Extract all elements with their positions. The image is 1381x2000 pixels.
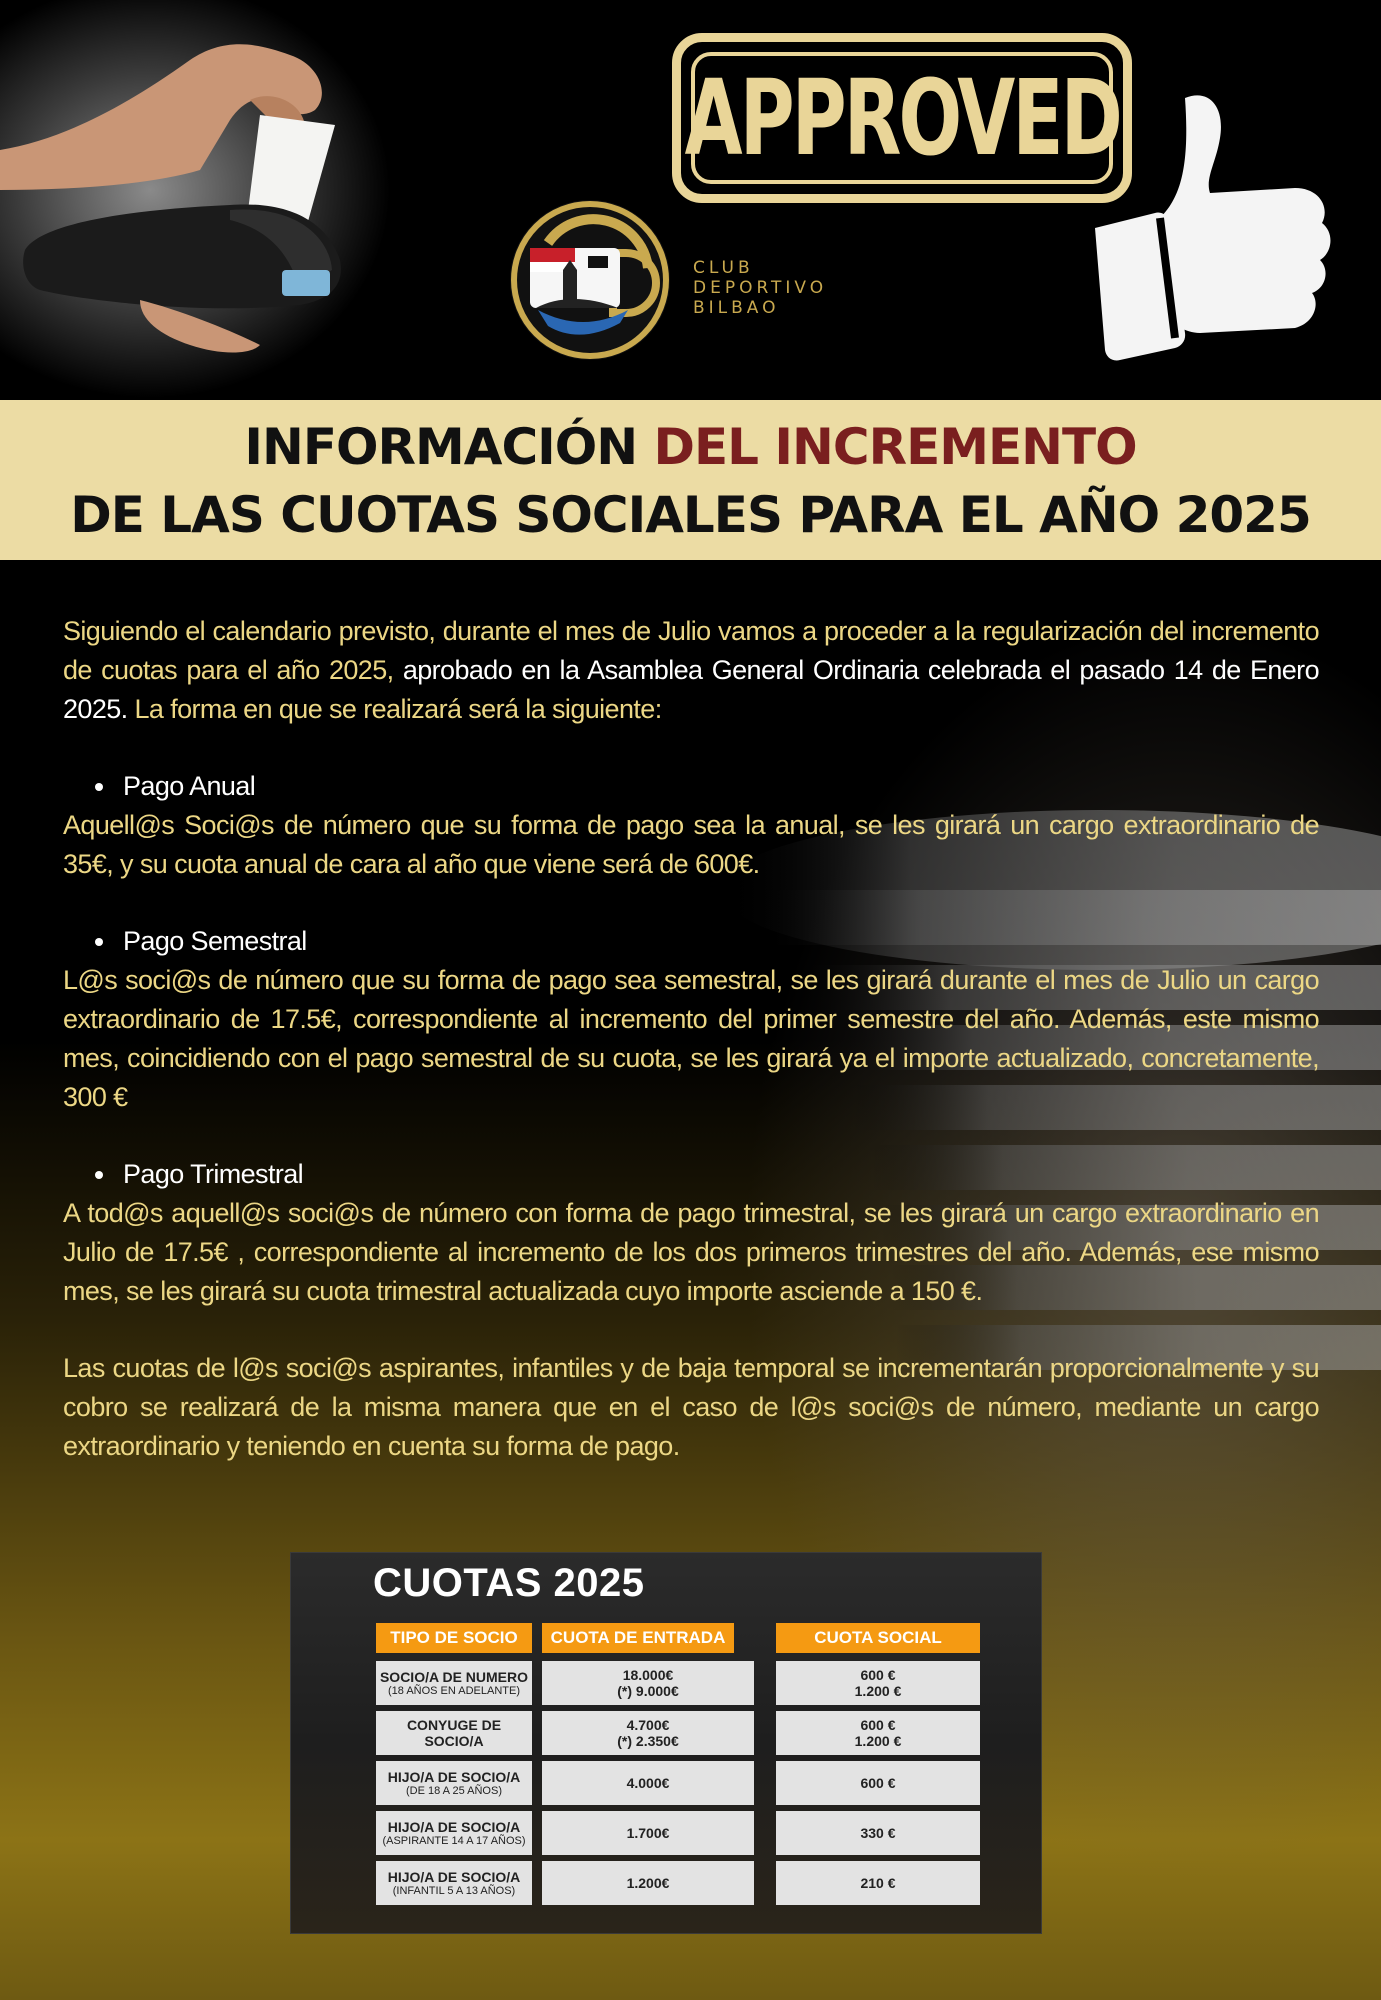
- table-cell-entrada: [542, 1811, 754, 1855]
- table-cell-tipo: [376, 1711, 532, 1755]
- club-name-line: CLUB: [693, 258, 754, 278]
- table-cell-social: [776, 1761, 980, 1805]
- cell-text: 330 €: [860, 1825, 896, 1841]
- section-heading-semestral: [63, 922, 1319, 961]
- intro-paragraph: [63, 612, 1319, 729]
- cell-text: CONYUGE DE SOCIO/A: [406, 1717, 502, 1749]
- intro-text: La forma en que se realizará será la siguiente:: [127, 694, 662, 724]
- cell-text: 4.700€: [626, 1717, 670, 1733]
- table-cell-social: [776, 1811, 980, 1855]
- table-cell-tipo: [376, 1811, 532, 1855]
- cell-text: (*) 9.000€: [617, 1683, 679, 1699]
- approved-stamp: [672, 33, 1132, 203]
- cell-text: 600 €: [860, 1717, 896, 1733]
- title-part: INFORMACIÓN: [244, 418, 654, 476]
- table-cell-tipo: [376, 1861, 532, 1905]
- section-heading-text: Pago Semestral: [123, 926, 307, 956]
- cell-text: HIJO/A DE SOCIO/A: [387, 1818, 521, 1835]
- table-header-tipo: TIPO DE SOCIO: [376, 1623, 532, 1653]
- table-cell-entrada: [542, 1711, 754, 1755]
- table-header-entrada: CUOTA DE ENTRADA: [542, 1623, 734, 1653]
- cell-text: 1.700€: [626, 1825, 670, 1841]
- main-content: [63, 612, 1319, 1466]
- club-logo: [508, 198, 672, 362]
- club-name-line: DEPORTIVO: [693, 278, 828, 298]
- table-cell-entrada: [542, 1761, 754, 1805]
- approved-stamp-text: APPROVED: [684, 57, 1120, 179]
- cell-text: HIJO/A DE SOCIO/A: [387, 1868, 521, 1885]
- cell-text: 600 €: [860, 1667, 896, 1683]
- cell-text: 1.200 €: [854, 1733, 902, 1749]
- cell-subtext: (INFANTIL 5 A 13 AÑOS): [392, 1884, 516, 1897]
- card-terminal-image: [0, 0, 360, 360]
- section-heading-anual: [63, 767, 1319, 806]
- cell-text: 18.000€: [622, 1667, 674, 1683]
- table-cell-entrada: [542, 1661, 754, 1705]
- page-title-line-1: [0, 418, 1381, 476]
- intro-text-highlight: aprobado en la Asamblea General Ordinaria celebrada el pasado 14 de Enero 2025.: [63, 655, 1319, 724]
- hero-header: [0, 0, 1381, 400]
- thumbs-up-icon: [1090, 88, 1335, 363]
- intro-text: Siguiendo el calendario previsto, durante el mes de Julio vamos a proceder a la regularización del incremento de cuotas para el año 2025,: [63, 616, 1319, 685]
- table-cell-tipo: [376, 1761, 532, 1805]
- closing-paragraph: Las cuotas de l@s soci@s aspirantes, infantiles y de baja temporal se incrementarán proporcionalmente y su cobro se realizará de la misma manera que en el caso de l@s soci@s de número, mediante un cargo extraordinario y teniendo en cuenta su forma de pago.: [63, 1353, 1319, 1461]
- cell-text: 1.200 €: [854, 1683, 902, 1699]
- cell-text: 1.200€: [626, 1875, 670, 1891]
- cell-text: HIJO/A DE SOCIO/A: [387, 1768, 521, 1785]
- page-title-line-2: DE LAS CUOTAS SOCIALES PARA EL AÑO 2025: [70, 486, 1311, 544]
- title-accent: DEL INCREMENTO: [653, 418, 1137, 476]
- cell-text: 210 €: [860, 1875, 896, 1891]
- table-cell-entrada: [542, 1861, 754, 1905]
- table-cell-social: [776, 1711, 980, 1755]
- section-text-trimestral: A tod@s aquell@s soci@s de número con forma de pago trimestral, se les girará un cargo extraordinario en Julio de 17.5€ , correspondiente al incremento de los dos primeros trimestres del año. Además, ese mismo mes, se les girará su cuota trimestral actualizada cuyo importe asciende a 150 €.: [63, 1198, 1319, 1306]
- section-heading-trimestral: [63, 1155, 1319, 1194]
- section-text-anual: Aquell@s Soci@s de número que su forma de pago sea la anual, se les girará un cargo extraordinario de 35€, y su cuota anual de cara al año que viene será de 600€.: [63, 810, 1319, 879]
- cell-subtext: (ASPIRANTE 14 A 17 AÑOS): [382, 1834, 526, 1847]
- section-heading-text: Pago Anual: [123, 771, 256, 801]
- table-cell-social: [776, 1661, 980, 1705]
- cell-text: SOCIO/A DE NUMERO: [379, 1668, 529, 1685]
- cell-subtext: (DE 18 A 25 AÑOS): [406, 1784, 502, 1797]
- section-heading-text: Pago Trimestral: [123, 1159, 304, 1189]
- section-text-semestral: L@s soci@s de número que su forma de pago sea semestral, se les girará durante el mes de Julio un cargo extraordinario de 17.5€, correspondiente al incremento del primer semestre del año. Además, este mismo mes, coincidiendo con el pago semestral de su cuota, se les girará ya el importe actualizado, concretamente, 300 €: [63, 965, 1319, 1112]
- table-title: CUOTAS 2025: [373, 1561, 645, 1605]
- title-banner: [0, 400, 1381, 560]
- cell-subtext: (18 AÑOS EN ADELANTE): [387, 1684, 521, 1697]
- cell-text: (*) 2.350€: [617, 1733, 679, 1749]
- table-header-social: CUOTA SOCIAL: [776, 1623, 980, 1653]
- table-cell-tipo: [376, 1661, 532, 1705]
- club-name-line: BILBAO: [693, 298, 780, 318]
- fees-table-card: [291, 1553, 1041, 1933]
- club-name: [693, 258, 827, 318]
- cell-text: 600 €: [860, 1775, 896, 1791]
- table-cell-social: [776, 1861, 980, 1905]
- cell-text: 4.000€: [626, 1775, 670, 1791]
